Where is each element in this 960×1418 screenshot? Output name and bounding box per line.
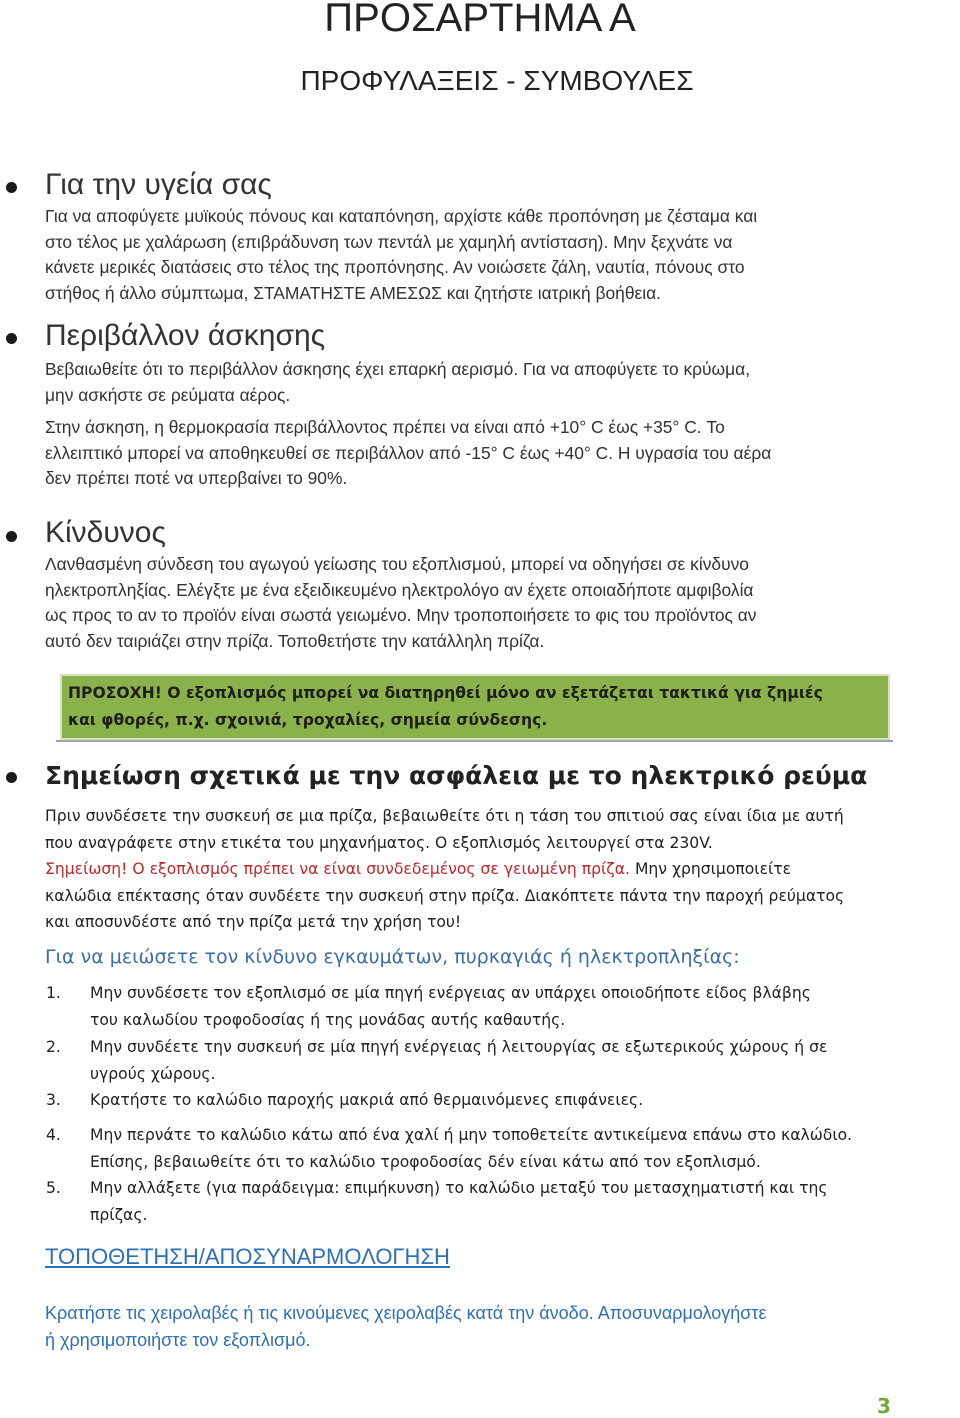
text-line: Λανθασμένη σύνδεση του αγωγού γείωσης του εξοπλισμού, μπορεί να οδηγήσει σε κίνδυνο — [45, 554, 749, 574]
text-line: στο τέλος με χαλάρωση (επιβράδυνση των πεντάλ με χαμηλή αντίσταση). Μην ξεχνάτε να — [45, 231, 733, 252]
list-item — [90, 1034, 827, 1087]
health-paragraph — [45, 204, 950, 306]
text-line: υγρούς χώρους. — [90, 1064, 216, 1083]
text-line: πρίζας. — [90, 1205, 148, 1224]
text-line: καλώδια επέκτασης όταν συνδέετε την συσκευή στην πρίζα. Διακόπτετε πάντα την παροχή ρεύματος — [45, 886, 845, 905]
text-line: Κρατήστε το καλώδιο παροχής μακριά από θερμαινόμενες επιφάνειες. — [90, 1091, 644, 1109]
list-item — [90, 1175, 828, 1228]
electric-paragraph — [45, 803, 957, 936]
list-item — [90, 1122, 852, 1175]
text-line: του καλωδίου τροφοδοσίας ή της μονάδας αυτής καθαυτής. — [90, 1010, 566, 1029]
text-line: Μην περνάτε το καλώδιο κάτω από ένα χαλί ή μην τοποθετείτε αντικείμενα επάνω στο καλώδιο. — [90, 1126, 853, 1144]
text-line: που αναγράφετε στην ετικέτα του μηχανήματος. Ο εξοπλισμός λειτουργεί στα 230V. — [45, 833, 713, 852]
text-line: Για να αποφύγετε μυϊκούς πόνους και καταπόνηση, αρχίστε κάθε προπόνηση με ζέσταμα και — [45, 206, 758, 226]
text-line — [45, 856, 957, 883]
text-line: ελλειπτικό μπορεί να αποθηκευθεί σε περιβάλλον από -15° C έως +40° C. Η υγρασία του αέρα — [45, 442, 772, 463]
list-item — [90, 1087, 643, 1114]
burns-heading: Για να μειώσετε τον κίνδυνο εγκαυμάτων, πυρκαγιάς ή ηλεκτροπληξίας: — [45, 946, 740, 968]
warning-box-underline — [56, 740, 893, 742]
text-line: μην ασκήστε σε ρεύματα αέρος. — [45, 384, 291, 405]
environment-heading: Περιβάλλον άσκησης — [45, 319, 326, 352]
text-line: και φθορές, π.χ. σχοινιά, τροχαλίες, σημεία σύνδεσης. — [68, 711, 548, 729]
electric-heading: Σημείωση σχετικά με την ασφάλεια με το ηλεκτρικό ρεύμα — [45, 761, 868, 790]
bullet-icon — [6, 333, 17, 344]
text-line: κάνετε μερικές διατάσεις στο τέλος της προπόνησης. Αν νοιώσετε ζάλη, ναυτία, πόνους στο — [45, 257, 745, 278]
text-line: και αποσυνδέστε από την πρίζα μετά την χρήση του! — [45, 913, 462, 931]
page-number: 3 — [877, 1394, 891, 1418]
text-line: Στην άσκηση, η θερμοκρασία περιβάλλοντος πρέπει να είναι από +10° C έως +35° C. Το — [45, 417, 725, 437]
text-line: Μην συνδέσετε τον εξοπλισμό σε μία πηγή ενέργειας αν υπάρχει οποιοδήποτε είδος βλάβης — [90, 984, 811, 1002]
assembly-paragraph — [45, 1300, 767, 1354]
text-line: Κρατήστε τις χειρολαβές ή τις κινούμενες χειρολαβές κατά την άνοδο. Αποσυναρμολογήστε — [45, 1303, 767, 1323]
list-number: 5. — [46, 1179, 61, 1197]
text-line: δεν πρέπει ποτέ να υπερβαίνει το 90%. — [45, 468, 348, 489]
environment-paragraph-1 — [45, 357, 950, 408]
text-line: ή χρησιμοποιήστε τον εξοπλισμό. — [45, 1330, 311, 1350]
text-line: ηλεκτροπληξίας. Ελέγξτε με ένα εξειδικευμένο ηλεκτρολόγο αν έχετε οποιαδήποτε αμφιβολία — [45, 579, 754, 600]
text-line: Επίσης, βεβαιωθείτε ότι το καλώδιο τροφοδοσίας δέν είναι κάτω από τον εξοπλισμό. — [90, 1152, 761, 1171]
warning-text — [68, 680, 823, 734]
danger-heading: Κίνδυνος — [45, 516, 166, 549]
danger-paragraph — [45, 552, 950, 654]
bullet-icon — [6, 182, 17, 193]
list-number: 2. — [46, 1038, 61, 1056]
list-number: 4. — [46, 1126, 61, 1144]
list-number: 1. — [46, 984, 61, 1002]
appendix-title: ΠΡΟΣΑΡΤΗΜΑ Α — [324, 0, 636, 40]
red-note: Σημείωση! Ο εξοπλισμός πρέπει να είναι συνδεδεμένος σε γειωμένη πρίζα. — [45, 860, 630, 878]
text-line: Μην αλλάξετε (για παράδειγμα: επιμήκυνση) το καλώδιο μεταξύ του μετασχηματιστή και της — [90, 1179, 828, 1197]
text-line: Πριν συνδέσετε την συσκευή σε μια πρίζα, βεβαιωθείτε ότι η τάση του σπιτιού σας είναι ίδια με αυτή — [45, 807, 844, 825]
bullet-icon — [6, 531, 17, 542]
list-item — [90, 980, 811, 1033]
assembly-heading-link[interactable]: ΤΟΠΟΘΕΤΗΣΗ/ΑΠΟΣΥΝΑΡΜΟΛΟΓΗΣΗ — [45, 1244, 450, 1269]
text-line: αυτό δεν ταιριάζει στην πρίζα. Τοποθετήστε την κατάλληλη πρίζα. — [45, 630, 545, 651]
environment-paragraph-2 — [45, 415, 950, 492]
warning-box — [62, 676, 888, 738]
text-line: στήθος ή άλλο σύμπτωμα, ΣΤΑΜΑΤΗΣΤΕ ΑΜΕΣΩΣ και ζητήστε ιατρική βοήθεια. — [45, 282, 661, 303]
text-line: ΠΡΟΣΟΧΗ! Ο εξοπλισμός μπορεί να διατηρηθεί μόνο αν εξετάζεται τακτικά για ζημιές — [68, 684, 823, 702]
text-line: ως προς το αν το προϊόν είναι σωστά γειωμένο. Μην τροποποιήσετε το φις του προϊόντος αν — [45, 605, 757, 626]
text-segment: Μην χρησιμοποιείτε — [630, 860, 792, 878]
appendix-subtitle: ΠΡΟΦΥΛΑΞΕΙΣ - ΣΥΜΒΟΥΛΕΣ — [300, 65, 694, 96]
health-heading: Για την υγεία σας — [45, 168, 272, 201]
text-line: Βεβαιωθείτε ότι το περιβάλλον άσκησης έχει επαρκή αερισμό. Για να αποφύγετε το κρύωμα, — [45, 359, 751, 379]
list-number: 3. — [46, 1091, 61, 1109]
text-line: Μην συνδέετε την συσκευή σε μία πηγή ενέργειας ή λειτουργίας σε εξωτερικούς χώρους ή σε — [90, 1038, 828, 1056]
bullet-icon — [6, 772, 17, 783]
